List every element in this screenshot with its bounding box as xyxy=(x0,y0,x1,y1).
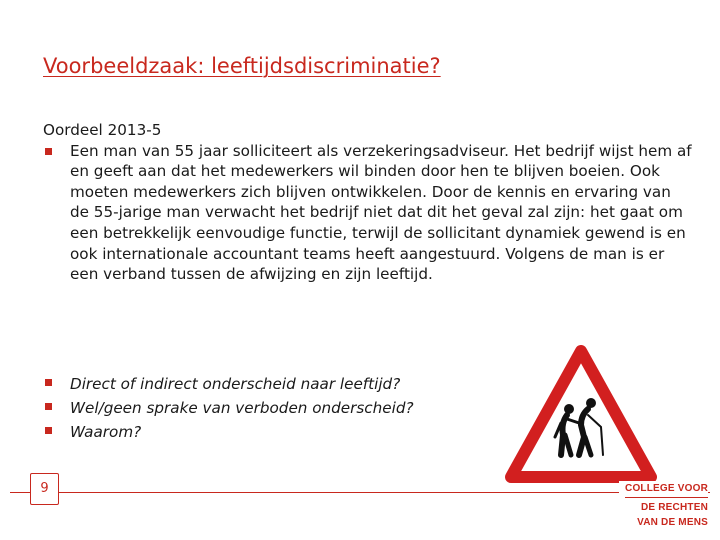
question-item: Wel/geen sprake van verboden onderscheid? xyxy=(43,396,503,420)
case-heading: Oordeel 2013-5 xyxy=(43,121,162,139)
page-number: 9 xyxy=(30,473,59,505)
elderly-people-warning-sign-icon xyxy=(505,345,657,485)
question-list xyxy=(43,372,503,444)
question-item: Waarom? xyxy=(43,420,503,444)
case-text: Een man van 55 jaar solliciteert als verzekeringsadviseur. Het bedrijf wijst hem af en geeft aan dat het medewerkers wil binden door hen te blijven boeien. Ook moeten medewerkers zich blijven ontwikkelen. Door de kennis en ervaring van de 55-jarige man verwacht het bedrijf niet dat dit het geval zal zijn: het gaat om een betrekkelijk eenvoudige functie, terwijl de sollicitant dynamiek gewend is en ook internationale accountant teams heeft aangestuurd. Volgens de man is er een verband tussen de afwijzing en zijn leeftijd. xyxy=(43,141,693,285)
slide-title: Voorbeeldzaak: leeftijdsdiscriminatie? xyxy=(43,54,441,78)
question-item: Direct of indirect onderscheid naar leeftijd? xyxy=(43,372,503,396)
logo-line-2: DE RECHTEN xyxy=(640,502,708,513)
case-description xyxy=(43,120,693,285)
logo-line-1: COLLEGE VOOR xyxy=(625,481,708,498)
organization-logo xyxy=(619,481,708,530)
footer-divider xyxy=(10,492,710,493)
logo-line-3: VAN DE MENS xyxy=(637,517,708,528)
